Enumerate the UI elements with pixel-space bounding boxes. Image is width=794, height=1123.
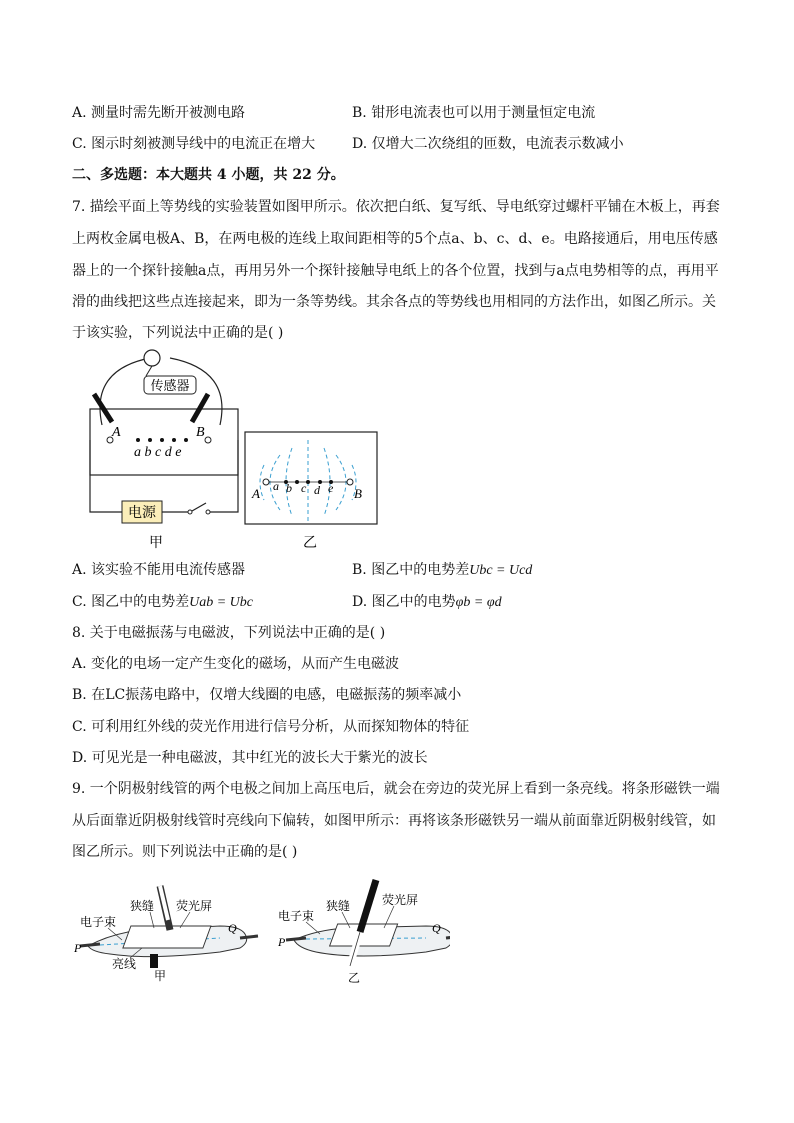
q8-option-a: A. 变化的电场一定产生变化的磁场，从而产生电磁波 xyxy=(72,656,400,672)
q6-option-c: C. 图示时刻被测导线中的电流正在增大 xyxy=(72,136,316,152)
board-yi xyxy=(245,432,377,524)
q7-stem-line4: 滑的曲线把这些点连接起来，即为一条等势线。其余各点的等势线也用相同的方法作出，如图乙所示。关 xyxy=(72,294,716,310)
svg-text:c: c xyxy=(301,481,307,495)
label-beam-yi: 电子束 xyxy=(278,909,315,923)
svg-text:d: d xyxy=(314,483,320,497)
q7-option-c: C. 图乙中的电势差Uab = Ubc xyxy=(72,594,254,610)
crt-yi xyxy=(277,880,450,985)
switch xyxy=(192,503,206,511)
q6-option-d: D. 仅增大二次绕组的匝数，电流表示数减小 xyxy=(352,136,624,152)
svg-text:P: P xyxy=(74,941,82,955)
caption-q9-jia: 甲 xyxy=(154,969,167,983)
electrode-a-label: A xyxy=(112,425,121,440)
q7-option-a: A. 该实验不能用电流传感器 xyxy=(72,562,246,578)
svg-text:Q: Q xyxy=(228,921,237,935)
probe-left xyxy=(94,394,112,422)
caption-yi: 乙 xyxy=(303,535,317,551)
q8-option-c: C. 可利用红外线的荧光作用进行信号分析，从而探知物体的特征 xyxy=(72,719,470,735)
points-label: a b c d e xyxy=(134,445,182,460)
q9-stem-line3: 图乙所示。则下列说法中正确的是( ) xyxy=(72,844,298,860)
caption-jia: 甲 xyxy=(149,535,163,551)
q9-figure xyxy=(70,868,450,988)
q6-option-a: A. 测量时需先断开被测电路 xyxy=(72,105,246,121)
q8-option-d: D. 可见光是一种电磁波，其中红光的波长大于紫光的波长 xyxy=(72,750,428,766)
crt-jia xyxy=(73,886,258,983)
q7-stem-line1: 7. 描绘平面上等势线的实验装置如图甲所示。依次把白纸、复写纸、导电纸穿过螺杆平铺在木板上，再套 xyxy=(72,199,720,215)
label-beam-jia: 电子束 xyxy=(80,915,117,929)
q8-option-b: B. 在LC振荡电路中，仅增大线圈的电感，电磁振荡的频率减小 xyxy=(72,687,462,703)
q9-stem-line1: 9. 一个阴极射线管的两个电极之间加上高压电后，就会在旁边的荧光屏上看到一条亮线。将条形磁铁一端 xyxy=(72,781,720,797)
sensor-label: 传感器 xyxy=(150,379,190,394)
q7-option-b: B. 图乙中的电势差Ubc = Ucd xyxy=(352,562,533,578)
q7-option-d: D. 图乙中的电势φb = φd xyxy=(352,594,502,610)
q7-stem-line2: 上两枚金属电极A、B，在两电极的连线上取间距相等的5个点a、b、c、d、e。电路接通后，用电压传感 xyxy=(72,231,718,247)
svg-text:b: b xyxy=(286,481,292,495)
svg-text:e: e xyxy=(328,481,334,495)
q9-stem-line2: 从后面靠近阴极射线管时亮线向下偏转，如图甲所示：再将该条形磁铁另一端从前面靠近阴极射线管，如 xyxy=(72,813,716,829)
q7-stem-line3: 器上的一个探针接触a点，再用另外一个探针接触导电纸上的各个位置，找到与a点电势相等的点，再用平 xyxy=(72,263,719,279)
label-slit-yi: 狭缝 xyxy=(326,899,351,913)
label-screen-yi: 荧光屏 xyxy=(382,893,419,907)
electrode-b-label: B xyxy=(196,425,205,440)
q8-stem: 8. 关于电磁振荡与电磁波，下列说法中正确的是( ) xyxy=(72,625,386,641)
probe-right xyxy=(192,394,208,422)
power-label: 电源 xyxy=(128,505,156,521)
section-heading: 二、多选题：本大题共 4 小题，共 22 分。 xyxy=(72,167,345,183)
meter-icon xyxy=(144,350,160,366)
svg-text:B: B xyxy=(354,486,362,501)
caption-q9-yi: 乙 xyxy=(348,971,361,985)
label-line-jia: 亮线 xyxy=(112,957,137,971)
svg-text:a: a xyxy=(273,479,279,493)
svg-text:Q: Q xyxy=(432,921,441,935)
q6-option-b: B. 钳形电流表也可以用于测量恒定电流 xyxy=(352,105,596,121)
label-slit-jia: 狭缝 xyxy=(130,899,155,913)
q7-figure xyxy=(80,340,400,555)
q7-stem-line5: 于该实验，下列说法中正确的是( ) xyxy=(72,325,284,341)
label-screen-jia: 荧光屏 xyxy=(176,899,213,913)
svg-text:A: A xyxy=(252,486,260,501)
svg-text:P: P xyxy=(278,935,286,949)
